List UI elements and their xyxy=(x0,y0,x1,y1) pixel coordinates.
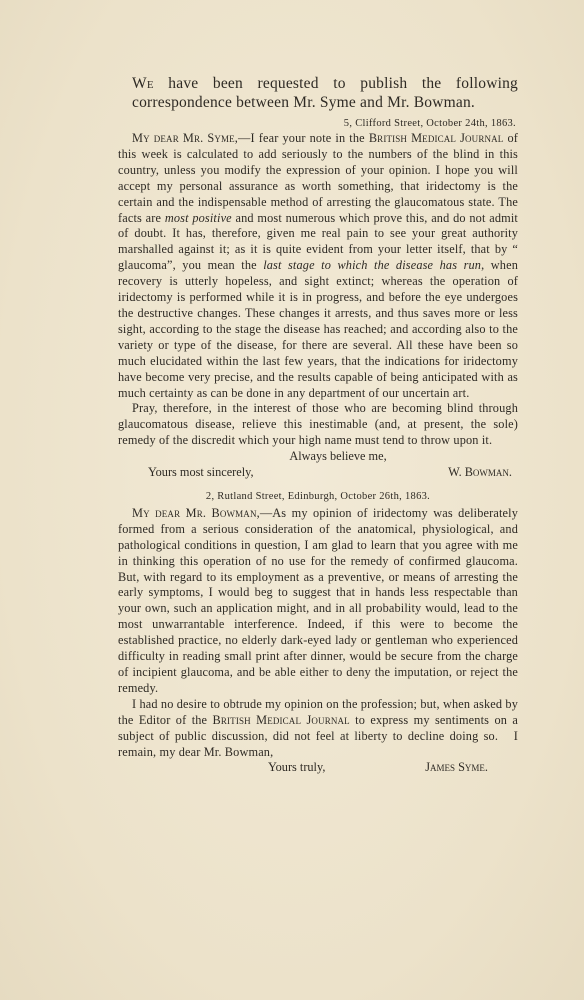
journal-name: British Medical Journal xyxy=(368,131,504,145)
letter2-dateline: 2, Rutland Street, Edinburgh, October 26th, 1863. xyxy=(205,490,431,502)
intro-first-word: We xyxy=(132,75,154,92)
letter-bowman xyxy=(118,118,518,481)
letter1-yours: Yours most sincerely, xyxy=(148,465,254,480)
letter1-text: , when recovery is utterly hopeless, and sight extinct; whereas the operation of iridectomy is performed while it is in progress, and before the eye undergoes the destructive changes. These changes it arrests, and thus saves more or less sight, according to the stage the disease has reached; and according also to the variety or type of the disease, for there are several. All these have been so much elucidated within the last few years, that the indications for iridectomy have become very precise, and the results capable of being anticipated with as much certainty as can be done in any department of our uncertain art. xyxy=(118,258,519,400)
letter1-text: and most numerous which prove this, and do not admit of doubt. It has, therefore, given me real pain to see your great authority marshalled against it; as it is quite evident from your letter itself, that by “ glaucoma”, you mean the xyxy=(118,210,518,273)
emphasis: most positive xyxy=(164,210,232,225)
letter2-sign-row xyxy=(118,760,518,776)
letter1-text: of this week is calculated to add seriously to the numbers of the blind in this country, unless you modify the expression of your opinion. I hope you will accept my personal assurance as worth something, that iridectomy is the certain and the indispensable method of arresting the glaucomatous state. The facts are xyxy=(118,131,518,225)
intro-paragraph xyxy=(132,74,518,112)
document-page xyxy=(118,74,518,776)
letter2-yours: Yours truly, xyxy=(268,760,326,775)
letter2-paragraph-2 xyxy=(118,697,518,761)
letter1-text: —I fear your note in the xyxy=(238,131,369,145)
journal-name: British Medical Journal xyxy=(212,712,350,727)
emphasis: last stage to which the disease has run xyxy=(263,258,482,273)
letter2-salutation: My dear Mr. Bowman, xyxy=(132,505,260,520)
letter1-signoff xyxy=(118,449,518,481)
letter2-text: I had no desire to obtrude my opinion on the profession; but, when asked by the Editor of the xyxy=(118,696,518,727)
letter2-signoff xyxy=(118,760,518,776)
letter1-closing: Always believe me, xyxy=(289,449,387,464)
letter2-signature: James Syme. xyxy=(425,760,488,775)
letter-syme xyxy=(118,491,518,776)
letter2-paragraph-1 xyxy=(118,506,518,697)
letter1-dateline: 5, Clifford Street, October 24th, 1863. xyxy=(343,118,516,129)
letter1-paragraph-1 xyxy=(118,131,518,401)
letter2-closing: I remain, my dear Mr. Bowman, xyxy=(118,728,518,759)
letter1-salutation: My dear Mr. Syme, xyxy=(132,131,239,145)
intro-text: have been requested to publish the following correspondence between Mr. Syme and Mr. Bowman. xyxy=(132,75,518,111)
letter1-signature: W. Bowman. xyxy=(448,465,512,480)
letter1-paragraph-2: Pray, therefore, in the interest of those who are becoming blind through glaucomatous disease, relieve this inestimable (and, at present, the sole) remedy of the discredit which your high name must tend to throw upon it. xyxy=(118,401,518,448)
letter1-sign-row xyxy=(118,465,518,481)
letter2-text: —As my opinion of iridectomy was deliberately formed from a serious consideration of the anatomical, physiological, and pathological conditions in question, I am glad to learn that you agree with me in thinking this operation of no use for the remedy of confirmed glaucoma. But, with regard to its employment as a preventive, or means of arresting the early symptoms, I would beg to suggest that in hands less respectable than your own, such an application might, and in all probability would, lead to the most unwarrantable interference. Indeed, if this were to become the established practice, no elderly dark-eyed lady or gentleman who experienced difficulty in reading small print after dinner, would be secure from the charge of incipient glaucoma, and be able either to deny the imputation, or reject the remedy. xyxy=(118,505,519,695)
letter2-text: to express my sentiments on a subject of public discussion, did not feel at liberty to decline doing so. xyxy=(118,712,518,743)
